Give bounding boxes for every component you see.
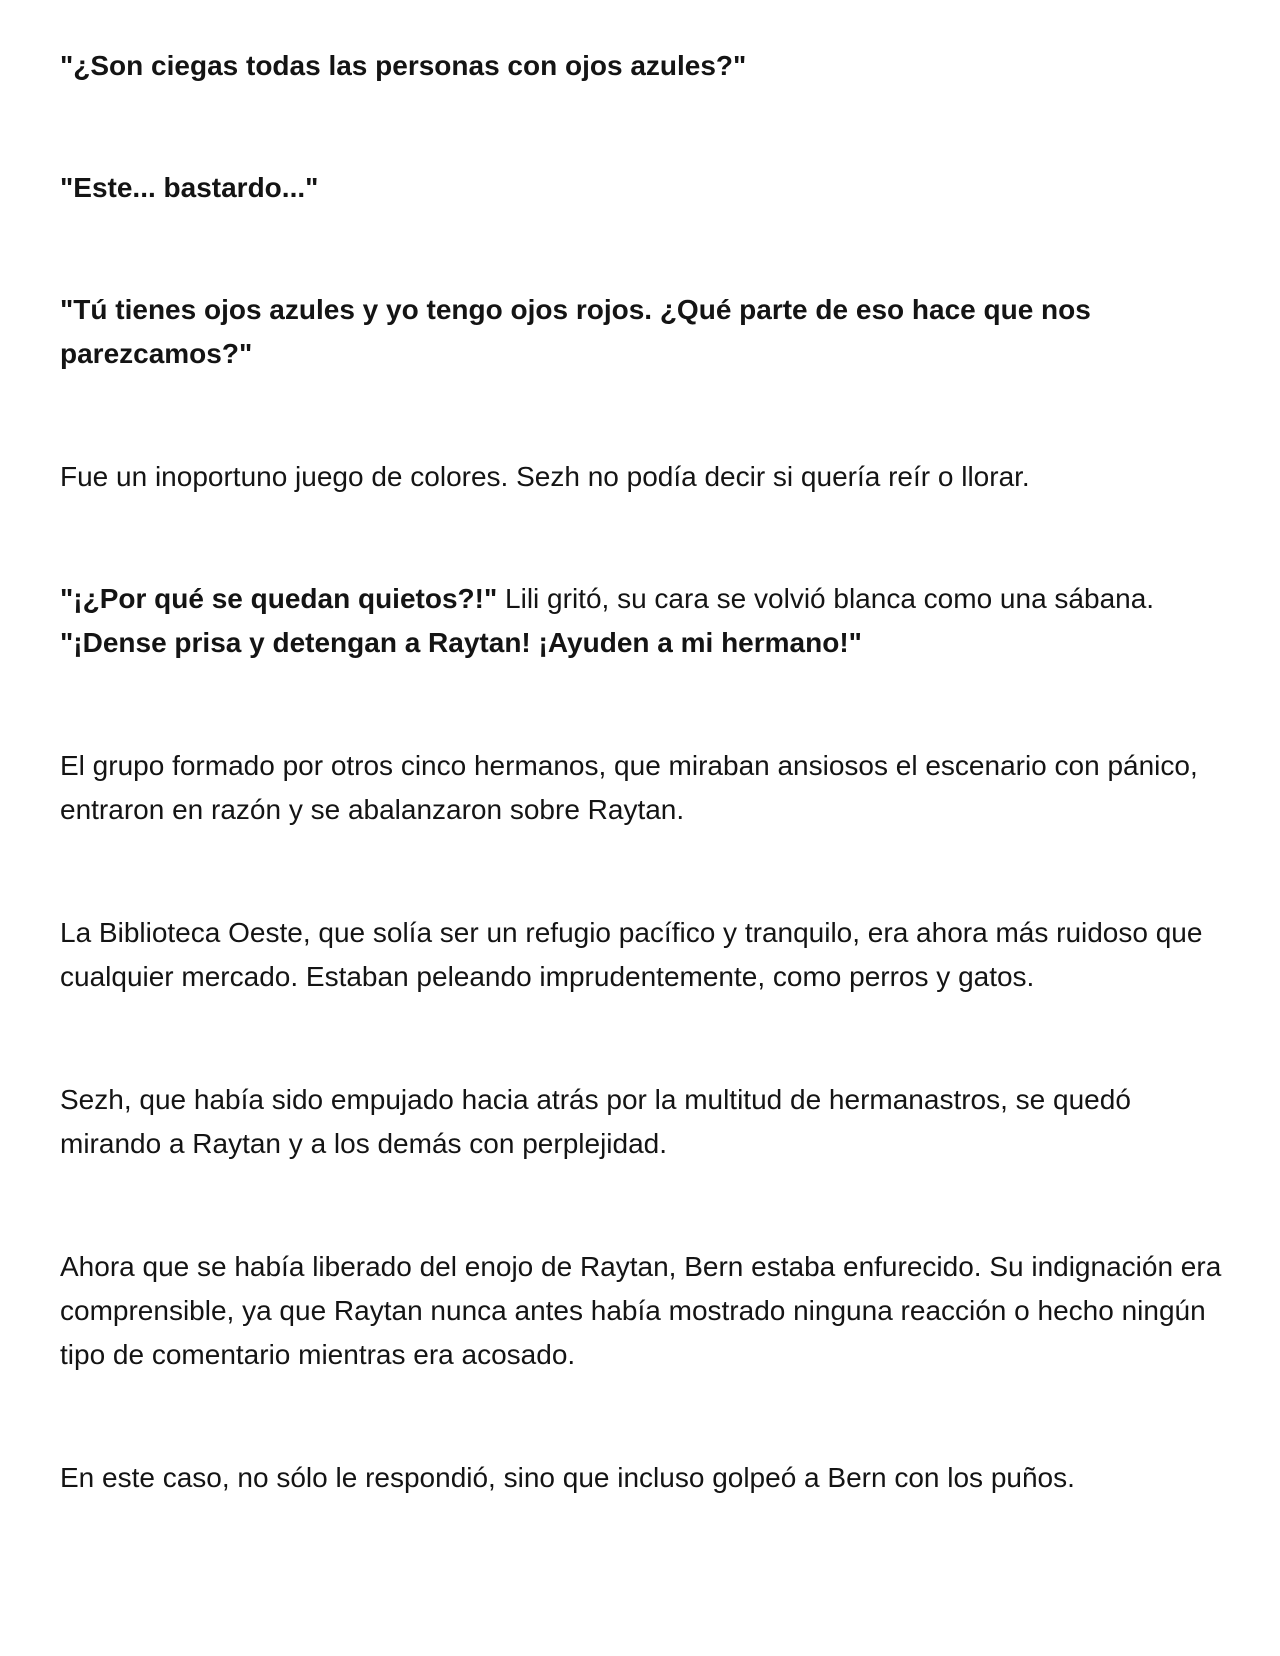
- paragraph-5: [60, 577, 1230, 665]
- narration-text: Sezh, que había sido empujado hacia atrás por la multitud de hermanastros, se quedó mirando a Raytan y a los demás con perplejidad.: [60, 1084, 1131, 1159]
- narration-text: Lili gritó, su cara se volvió blanca como una sábana.: [497, 583, 1155, 614]
- dialogue-bold: "Tú tienes ojos azules y yo tengo ojos rojos. ¿Qué parte de eso hace que nos parezcamos?": [60, 294, 1091, 369]
- dialogue-bold-lead: "¡¿Por qué se quedan quietos?!": [60, 583, 498, 614]
- narration-text: Ahora que se había liberado del enojo de Raytan, Bern estaba enfurecido. Su indignación era comprensible, ya que Raytan nunca antes había mostrado ninguna reacción o hecho ningún tipo de comentario mientras era acosado.: [60, 1251, 1222, 1370]
- dialogue-bold: "¿Son ciegas todas las personas con ojos azules?": [60, 50, 747, 81]
- paragraph-1: [60, 44, 1230, 88]
- paragraph-3: [60, 288, 1230, 376]
- narration-text: La Biblioteca Oeste, que solía ser un refugio pacífico y tranquilo, era ahora más ruidoso que cualquier mercado. Estaban peleando imprudentemente, como perros y gatos.: [60, 917, 1203, 992]
- paragraph-7: [60, 911, 1230, 999]
- paragraph-10: [60, 1456, 1230, 1500]
- narration-text: Fue un inoportuno juego de colores. Sezh no podía decir si quería reír o llorar.: [60, 461, 1030, 492]
- paragraph-6: [60, 744, 1230, 832]
- dialogue-bold-tail: "¡Dense prisa y detengan a Raytan! ¡Ayuden a mi hermano!": [60, 627, 862, 658]
- paragraph-2: [60, 166, 1230, 210]
- narration-text: El grupo formado por otros cinco hermanos, que miraban ansiosos el escenario con pánico, entraron en razón y se abalanzaron sobre Raytan.: [60, 750, 1198, 825]
- paragraph-8: [60, 1078, 1230, 1166]
- paragraph-4: [60, 455, 1230, 499]
- narration-text: En este caso, no sólo le respondió, sino que incluso golpeó a Bern con los puños.: [60, 1462, 1075, 1493]
- dialogue-bold: "Este... bastardo...": [60, 172, 319, 203]
- paragraph-9: [60, 1245, 1230, 1377]
